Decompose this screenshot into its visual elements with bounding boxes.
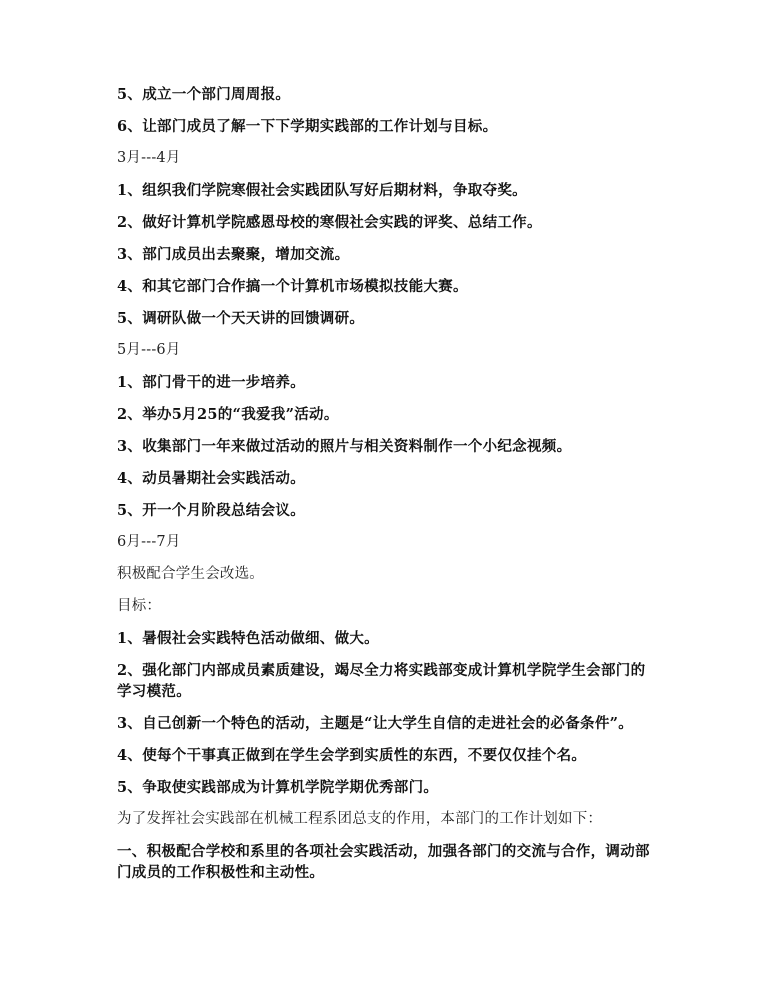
goal-item: 5、争取使实践部成为计算机学院学期优秀部门。 (117, 779, 439, 796)
plan-item: 2、举办5月25的“我爱我”活动。 (117, 406, 339, 423)
plan-note: 积极配合学生会改选。 (117, 566, 264, 582)
section-paragraph: 一、积极配合学校和系里的各项社会实践活动，加强各部门的交流与合作，调动部门成员的工作积极性和主动性。 (117, 843, 650, 881)
plan-item: 3、收集部门一年来做过活动的照片与相关资料制作一个小纪念视频。 (117, 438, 572, 455)
plan-item: 1、组织我们学院寒假社会实践团队写好后期材料，争取夺奖。 (117, 182, 527, 199)
plan-item: 3、部门成员出去聚聚，增加交流。 (117, 246, 350, 263)
period-heading: 5月---6月 (117, 342, 181, 358)
period-heading: 3月---4月 (117, 150, 181, 166)
goal-item: 1、暑假社会实践特色活动做细、做大。 (117, 630, 379, 647)
plan-item: 2、做好计算机学院感恩母校的寒假社会实践的评奖、总结工作。 (117, 214, 542, 231)
plan-item: 4、和其它部门合作搞一个计算机市场模拟技能大赛。 (117, 278, 468, 295)
plan-item: 1、部门骨干的进一步培养。 (117, 374, 305, 391)
document-page (117, 84, 652, 894)
plan-item: 6、让部门成员了解一下下学期实践部的工作计划与目标。 (117, 118, 498, 135)
plan-item: 5、开一个月阶段总结会议。 (117, 502, 305, 519)
plan-item: 5、成立一个部门周周报。 (117, 86, 291, 103)
plan-item: 4、动员暑期社会实践活动。 (117, 470, 305, 487)
intro-paragraph: 为了发挥社会实践部在机械工程系团总支的作用，本部门的工作计划如下： (117, 811, 603, 827)
goal-item: 4、使每个干事真正做到在学生会学到实质性的东西，不要仅仅挂个名。 (117, 747, 587, 764)
goals-heading: 目标： (117, 598, 162, 614)
plan-item: 5、调研队做一个天天讲的回馈调研。 (117, 310, 365, 327)
goal-item: 2、强化部门内部成员素质建设，竭尽全力将实践部变成计算机学院学生会部门的学习模范。 (117, 662, 646, 700)
period-heading: 6月---7月 (117, 534, 181, 550)
goal-item: 3、自己创新一个特色的活动，主题是“让大学生自信的走进社会的必备条件”。 (117, 715, 634, 732)
